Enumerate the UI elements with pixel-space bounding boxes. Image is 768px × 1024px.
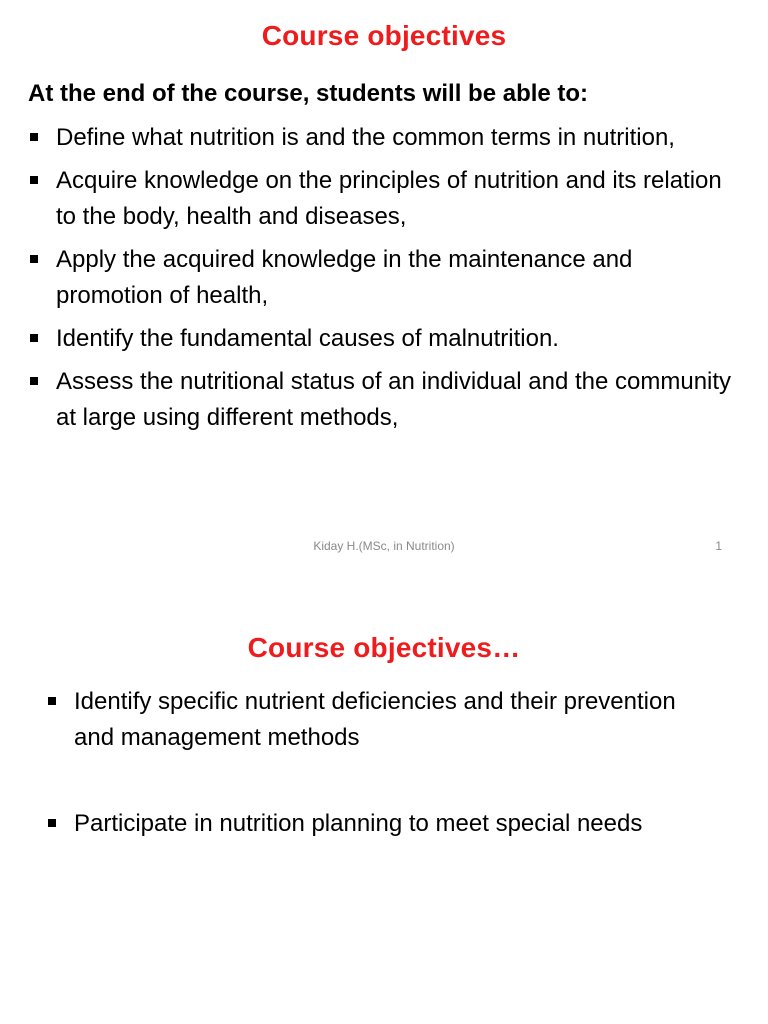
bullet-text: Acquire knowledge on the principles of nutrition and its relation to the body, health and diseases, [56,167,722,230]
bullet-item [28,242,743,314]
square-bullet-icon [48,819,56,827]
slide-title: Course objectives [261,20,507,51]
intro-text: At the end of the course, students will be able to: [28,80,589,107]
bullet-item [28,120,743,156]
square-bullet-icon [30,377,38,385]
bullet-text: Define what nutrition is and the common terms in nutrition, [56,124,675,151]
slide-title: Course objectives… [247,632,521,663]
page-number: 1 [715,539,722,553]
square-bullet-icon [48,697,56,705]
bullet-text: Identify the fundamental causes of malnutrition. [56,325,559,352]
bullet-text: Identify specific nutrient deficiencies and their prevention and management methods [74,688,676,751]
square-bullet-icon [30,334,38,342]
square-bullet-icon [30,255,38,263]
slide-2 [0,576,768,1024]
bullet-item [28,163,743,235]
slide-footer: Kiday H.(MSc, in Nutrition) [313,539,455,553]
square-bullet-icon [30,176,38,184]
bullet-item [28,364,743,436]
bullet-item [28,321,743,357]
bullet-text: Apply the acquired knowledge in the maintenance and promotion of health, [56,246,633,309]
bullet-text: Assess the nutritional status of an individual and the community at large using different methods, [56,368,732,431]
square-bullet-icon [30,133,38,141]
bullet-item [46,806,706,842]
bullet-list [28,120,743,443]
bullet-item [46,684,706,756]
bullet-text: Participate in nutrition planning to meet special needs [74,810,643,837]
bullet-list [46,684,706,892]
